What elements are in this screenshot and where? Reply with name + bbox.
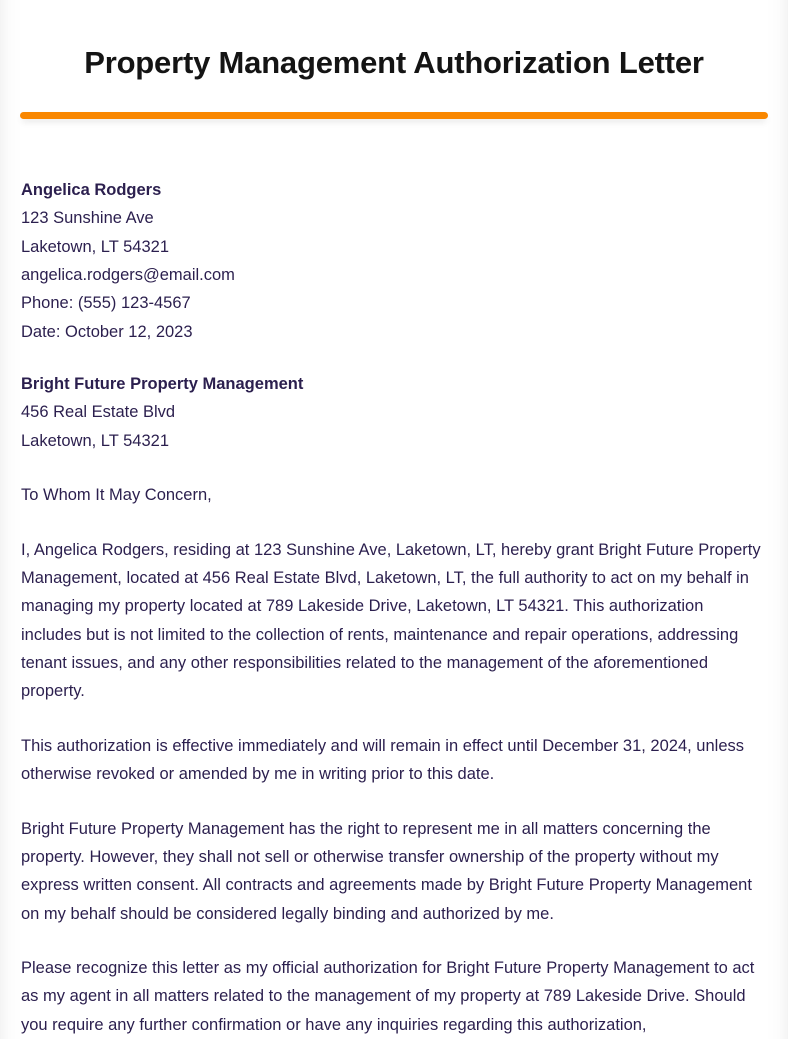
page-title: Property Management Authorization Letter xyxy=(84,45,704,80)
sender-address-block xyxy=(21,176,767,346)
sender-block-spacer xyxy=(21,119,767,176)
body-paragraph: I, Angelica Rodgers, residing at 123 Sunshine Ave, Laketown, LT, hereby grant Bright Future Property Management, located at 456 Real Estate Blvd, Laketown, LT, the full authority to act on my behalf in managing my property located at 789 Lakeside Drive, Laketown, LT 54321. This authorization includes but is not limited to the collection of rents, maintenance and repair operations, addressing tenant issues, and any other responsibilities related to the management of the aforementioned property. xyxy=(21,540,761,701)
body-paragraph: Bright Future Property Management has the right to represent me in all matters concerning the property. However, they shall not sell or otherwise transfer ownership of the property without my express written consent. All contracts and agreements made by Bright Future Property Management on my behalf should be considered legally binding and authorized by me. xyxy=(21,819,752,923)
letter-body xyxy=(20,119,768,1039)
sender-email: angelica.rodgers@email.com xyxy=(21,265,235,284)
recipient-name: Bright Future Property Management xyxy=(21,375,304,393)
sender-street: 123 Sunshine Ave xyxy=(21,209,154,228)
recipient-street: 456 Real Estate Blvd xyxy=(21,403,176,422)
sender-phone: Phone: (555) 123-4567 xyxy=(21,294,191,313)
body-gap xyxy=(21,510,767,536)
body-paragraph: Please recognize this letter as my official authorization for Bright Future Property Management to act as my agent in all matters related to the management of my property at 789 Lakeside Drive. Should you require any further confirmation or have any inquiries regarding this authorization, xyxy=(21,959,755,1034)
address-gap xyxy=(21,346,767,370)
sender-city-state-zip: Laketown, LT 54321 xyxy=(21,237,170,256)
salutation: To Whom It May Concern, xyxy=(21,486,212,505)
letter-date: Date: October 12, 2023 xyxy=(21,322,193,341)
accent-divider xyxy=(20,112,768,119)
body-paragraph: This authorization is effective immediately and will remain in effect until December 31, 2024, unless otherwise revoked or amended by me in writing prior to this date. xyxy=(21,736,745,784)
salutation-gap xyxy=(21,455,767,481)
recipient-address-block xyxy=(21,370,767,455)
sender-name: Angelica Rodgers xyxy=(21,180,162,199)
recipient-city-state-zip: Laketown, LT 54321 xyxy=(21,431,170,450)
title-rule-container xyxy=(20,83,768,119)
